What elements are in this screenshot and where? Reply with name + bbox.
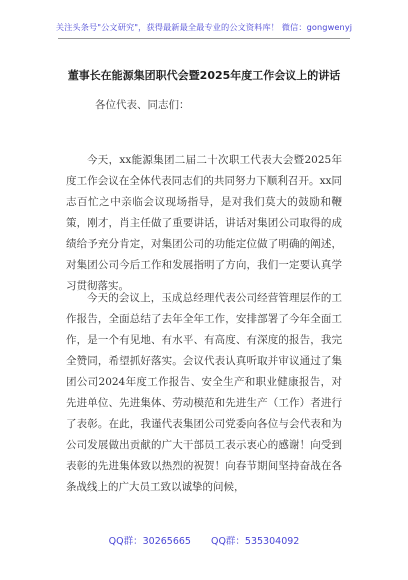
footer-qq-group-2: QQ群：535304092 [210, 536, 300, 547]
footer-contact [0, 533, 408, 547]
salutation-line: 各位代表、同志们： [95, 99, 190, 111]
footer-qq-group-1: QQ群：30265665 [108, 536, 191, 547]
document-title: 董事长在能源集团职代会暨2025年度工作会议上的讲话 [67, 69, 341, 82]
header-divider [58, 38, 350, 39]
header-promo-banner: 关注头条号"公文研究"，获得最新最全最专业的公文资料库！ 微信：gongwenyj [55, 22, 353, 32]
body-paragraph-1: 今天，xx能源集团二届二十次职工代表大会暨2025年度工作会议在全体代表同志们的共同努力下顺利召开。xx同志百忙之中亲临会议现场指导，是对我们莫大的鼓励和鞭策，刚才，肖主任做了重要讲话，讲话对集团公司取得的成绩给予充分肯定，对集团公司的功能定位做了明确的阐述，对集团公司今后工作和发展指明了方向，我们一定要认真学习贯彻落实。 [66, 154, 342, 292]
body-paragraph-2: 今天的会议上，玉成总经理代表公司经营管理层作的工作报告，全面总结了去年全年工作，安排部署了今年全面工作，是一个有见地、有水平、有高度、有深度的报告，我完全赞同，希望抓好落实。会议代表认真听取并审议通过了集团公司2024年度工作报告、安全生产和职业健康报告，对先进单位、先进集体、劳动模范和先进生产（工作）者进行了表彰。在此，我谨代表集团公司党委向各位与会代表和为公司发展做出贡献的广大干部员工表示衷心的感谢！向受到表彰的先进集体致以热烈的祝贺！向春节期间坚持奋战在各条战线上的广大员工致以诚挚的问候， [66, 292, 342, 493]
